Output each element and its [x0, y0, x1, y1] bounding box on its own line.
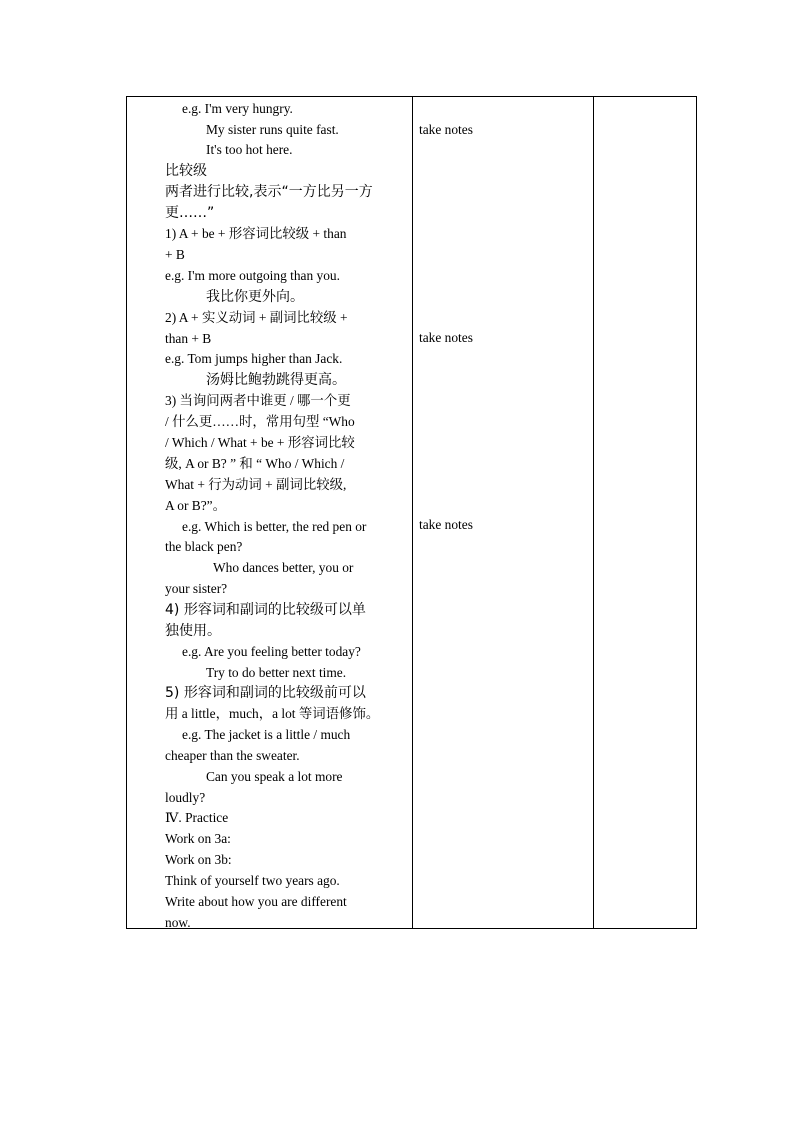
task-line: Think of yourself two years ago.	[165, 873, 340, 888]
rule-line: / Which / What + be + 形容词比较	[165, 435, 355, 450]
translation-line: 汤姆比鲍勃跳得更高。	[206, 372, 346, 388]
take-notes-label: take notes	[419, 330, 473, 345]
example-line: the black pen?	[165, 539, 243, 554]
rule-line: than + B	[165, 331, 212, 346]
example-line: e.g. I'm very hungry.	[182, 101, 293, 116]
task-line: Work on 3b:	[165, 852, 232, 867]
text-line: 两者进行比较,表示“一方比另一方	[165, 184, 373, 200]
example-line: e.g. Are you feeling better today?	[182, 644, 361, 659]
take-notes-label: take notes	[419, 517, 473, 532]
example-line: e.g. The jacket is a little / much	[182, 727, 351, 742]
example-line: Try to do better next time.	[206, 665, 347, 680]
lesson-table	[126, 96, 697, 929]
rule-line: 3) 当询问两者中谁更 / 哪一个更	[165, 393, 351, 408]
example-line: e.g. I'm more outgoing than you.	[165, 268, 340, 283]
example-line: e.g. Which is better, the red pen or	[182, 519, 367, 534]
take-notes-label: take notes	[419, 122, 473, 137]
column-divider-1	[412, 97, 413, 928]
task-line: Work on 3a:	[165, 831, 231, 846]
task-line: now.	[165, 915, 191, 930]
example-line: e.g. Tom jumps higher than Jack.	[165, 351, 343, 366]
rule-line: / 什么更……时，常用句型 “Who	[165, 414, 355, 429]
section-heading: Ⅳ. Practice	[165, 810, 229, 825]
example-line: Who dances better, you or	[213, 560, 354, 575]
rule-line: 2) A + 实义动词 + 副词比较级 +	[165, 310, 348, 325]
rule-line: A or B?”。	[165, 498, 226, 513]
rule-line: 1) A + be + 形容词比较级 + than	[165, 226, 347, 241]
text-line: 更……”	[165, 205, 215, 221]
example-line: cheaper than the sweater.	[165, 748, 300, 763]
rule-line: 4) 形容词和副词的比较级可以单	[165, 602, 366, 618]
example-line: loudly?	[165, 790, 206, 805]
rule-line: + B	[165, 247, 185, 262]
example-line: My sister runs quite fast.	[206, 122, 339, 137]
task-line: Write about how you are different	[165, 894, 347, 909]
rule-line: 级, A or B? ” 和 “ Who / Which /	[165, 456, 345, 471]
rule-line: 用 a little，much，a lot 等词语修饰。	[165, 706, 380, 721]
section-heading: 比较级	[165, 163, 207, 179]
rule-line: 独使用。	[165, 623, 221, 639]
rule-line: 5) 形容词和副词的比较级前可以	[165, 685, 366, 701]
column-divider-2	[593, 97, 594, 928]
example-line: your sister?	[165, 581, 228, 596]
example-line: It's too hot here.	[206, 142, 293, 157]
rule-line: What + 行为动词 + 副词比较级,	[165, 477, 347, 492]
translation-line: 我比你更外向。	[206, 289, 304, 305]
example-line: Can you speak a lot more	[206, 769, 343, 784]
